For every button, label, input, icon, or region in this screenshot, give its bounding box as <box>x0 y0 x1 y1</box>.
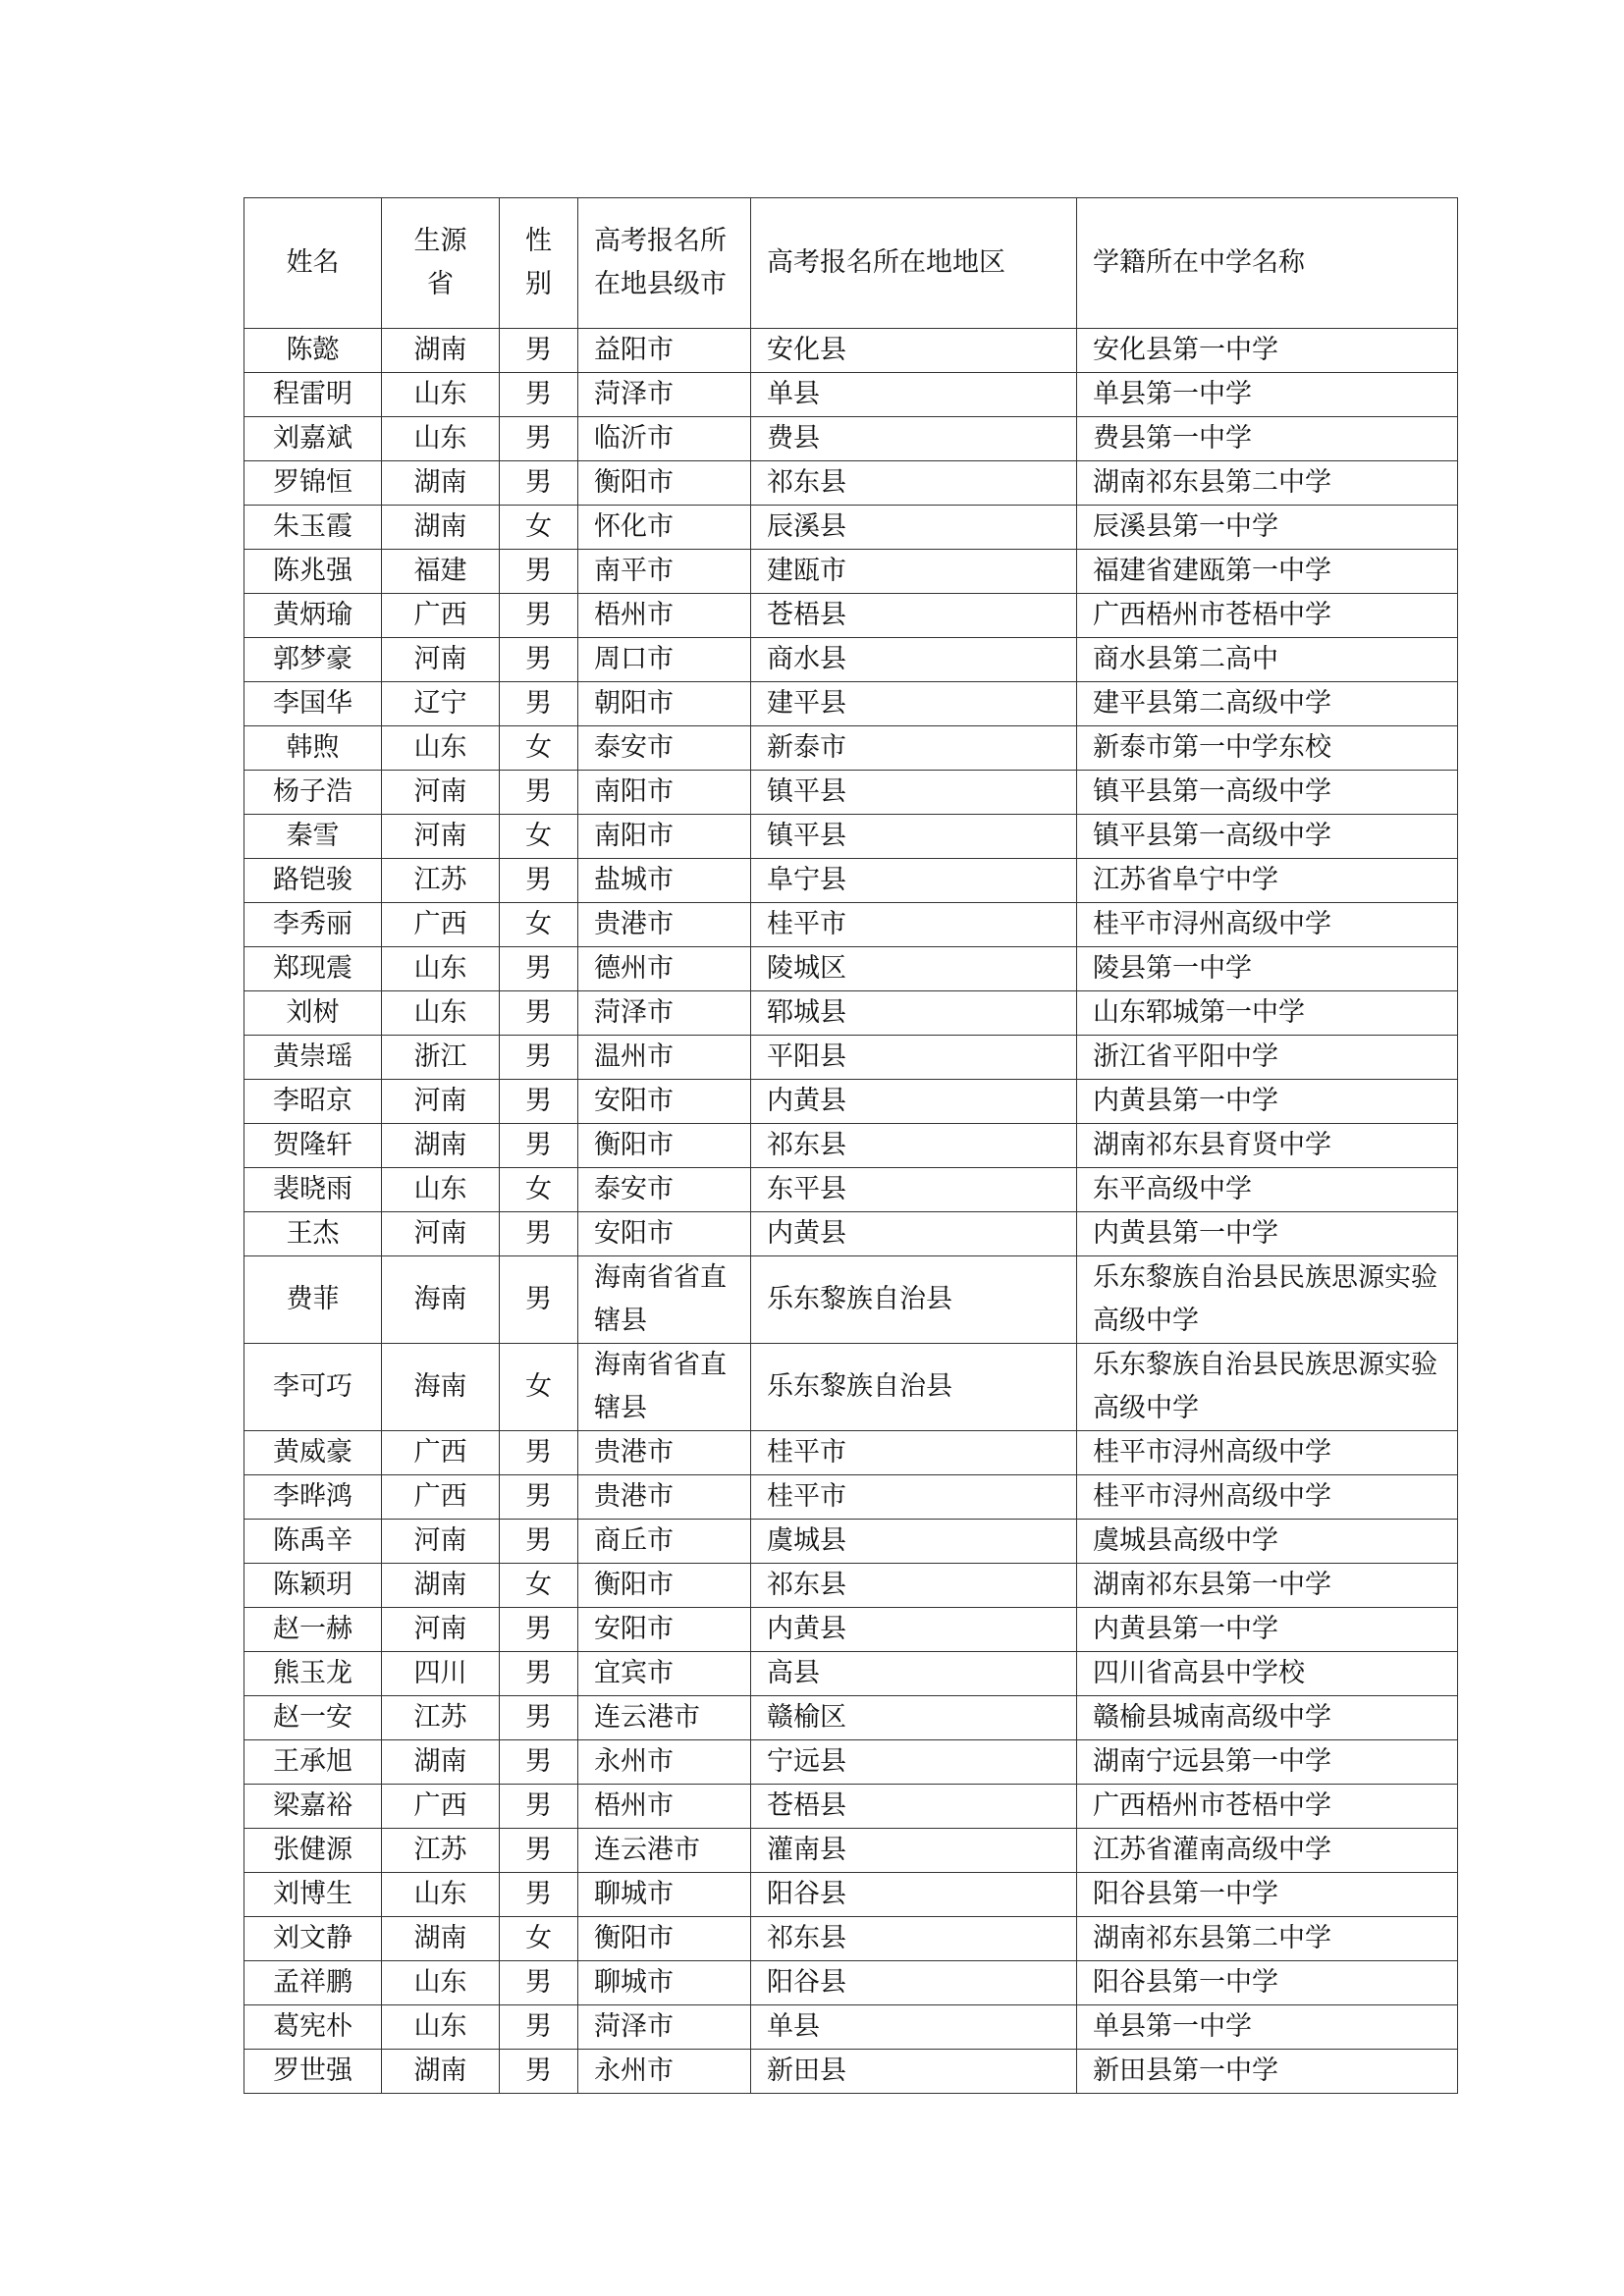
table-row <box>244 417 1458 461</box>
cell-gender: 男 <box>500 1475 578 1520</box>
cell-city: 宜宾市 <box>578 1652 751 1696</box>
cell-district: 虞城县 <box>751 1520 1077 1564</box>
cell-province: 河南 <box>382 815 500 859</box>
cell-school: 镇平县第一高级中学 <box>1077 815 1458 859</box>
cell-school: 广西梧州市苍梧中学 <box>1077 1785 1458 1829</box>
cell-city: 安阳市 <box>578 1212 751 1256</box>
cell-district: 桂平市 <box>751 1475 1077 1520</box>
cell-gender: 女 <box>500 903 578 947</box>
cell-gender: 男 <box>500 1080 578 1124</box>
cell-gender: 女 <box>500 726 578 771</box>
cell-city: 菏泽市 <box>578 991 751 1036</box>
cell-city: 泰安市 <box>578 726 751 771</box>
cell-school: 桂平市浔州高级中学 <box>1077 1431 1458 1475</box>
header-city: 高考报名所在地县级市 <box>578 198 751 329</box>
table-row <box>244 550 1458 594</box>
cell-gender: 男 <box>500 991 578 1036</box>
cell-city: 永州市 <box>578 2050 751 2094</box>
cell-district: 单县 <box>751 373 1077 417</box>
cell-district: 祁东县 <box>751 1124 1077 1168</box>
cell-name: 黄炳瑜 <box>244 594 382 638</box>
cell-province: 福建 <box>382 550 500 594</box>
cell-school: 阳谷县第一中学 <box>1077 1961 1458 2005</box>
cell-gender: 男 <box>500 1873 578 1917</box>
cell-school: 四川省高县中学校 <box>1077 1652 1458 1696</box>
cell-province: 江苏 <box>382 1829 500 1873</box>
cell-city: 贵港市 <box>578 1431 751 1475</box>
cell-name: 陈兆强 <box>244 550 382 594</box>
table-row <box>244 1475 1458 1520</box>
cell-name: 赵一安 <box>244 1696 382 1740</box>
cell-province: 湖南 <box>382 1564 500 1608</box>
cell-province: 湖南 <box>382 506 500 550</box>
cell-name: 李晔鸿 <box>244 1475 382 1520</box>
cell-school: 陵县第一中学 <box>1077 947 1458 991</box>
cell-name: 杨子浩 <box>244 771 382 815</box>
cell-province: 湖南 <box>382 1124 500 1168</box>
cell-district: 陵城区 <box>751 947 1077 991</box>
cell-city: 菏泽市 <box>578 2005 751 2050</box>
cell-gender: 男 <box>500 550 578 594</box>
cell-district: 辰溪县 <box>751 506 1077 550</box>
cell-city: 安阳市 <box>578 1080 751 1124</box>
cell-name: 刘树 <box>244 991 382 1036</box>
cell-gender: 男 <box>500 682 578 726</box>
cell-gender: 女 <box>500 1168 578 1212</box>
cell-district: 赣榆区 <box>751 1696 1077 1740</box>
cell-province: 山东 <box>382 1961 500 2005</box>
cell-name: 韩煦 <box>244 726 382 771</box>
cell-name: 葛宪朴 <box>244 2005 382 2050</box>
cell-gender: 男 <box>500 461 578 506</box>
cell-name: 郑现震 <box>244 947 382 991</box>
cell-city: 连云港市 <box>578 1696 751 1740</box>
cell-district: 苍梧县 <box>751 594 1077 638</box>
cell-district: 郓城县 <box>751 991 1077 1036</box>
cell-name: 秦雪 <box>244 815 382 859</box>
cell-city: 梧州市 <box>578 594 751 638</box>
header-gender: 性别 <box>500 198 578 329</box>
cell-gender: 男 <box>500 859 578 903</box>
cell-city: 连云港市 <box>578 1829 751 1873</box>
cell-city: 衡阳市 <box>578 1564 751 1608</box>
cell-school: 新泰市第一中学东校 <box>1077 726 1458 771</box>
cell-province: 河南 <box>382 1608 500 1652</box>
cell-province: 广西 <box>382 1475 500 1520</box>
cell-district: 阜宁县 <box>751 859 1077 903</box>
header-district: 高考报名所在地地区 <box>751 198 1077 329</box>
table-row <box>244 594 1458 638</box>
table-row <box>244 1740 1458 1785</box>
cell-district: 镇平县 <box>751 815 1077 859</box>
cell-gender: 女 <box>500 1344 578 1431</box>
cell-name: 程雷明 <box>244 373 382 417</box>
table-row <box>244 815 1458 859</box>
cell-school: 湖南祁东县第二中学 <box>1077 1917 1458 1961</box>
cell-city: 海南省省直辖县 <box>578 1256 751 1344</box>
table-row <box>244 2050 1458 2094</box>
cell-city: 南平市 <box>578 550 751 594</box>
table-row <box>244 1212 1458 1256</box>
cell-city: 临沂市 <box>578 417 751 461</box>
cell-district: 乐东黎族自治县 <box>751 1344 1077 1431</box>
cell-school: 浙江省平阳中学 <box>1077 1036 1458 1080</box>
cell-city: 泰安市 <box>578 1168 751 1212</box>
cell-gender: 男 <box>500 1608 578 1652</box>
cell-district: 建平县 <box>751 682 1077 726</box>
cell-school: 内黄县第一中学 <box>1077 1608 1458 1652</box>
cell-school: 湖南祁东县第二中学 <box>1077 461 1458 506</box>
cell-school: 桂平市浔州高级中学 <box>1077 1475 1458 1520</box>
cell-name: 刘博生 <box>244 1873 382 1917</box>
cell-district: 东平县 <box>751 1168 1077 1212</box>
cell-province: 湖南 <box>382 1917 500 1961</box>
cell-gender: 男 <box>500 1652 578 1696</box>
cell-name: 罗锦恒 <box>244 461 382 506</box>
cell-school: 内黄县第一中学 <box>1077 1080 1458 1124</box>
cell-school: 乐东黎族自治县民族思源实验高级中学 <box>1077 1344 1458 1431</box>
cell-gender: 男 <box>500 638 578 682</box>
table-row <box>244 506 1458 550</box>
cell-school: 江苏省灌南高级中学 <box>1077 1829 1458 1873</box>
cell-province: 山东 <box>382 373 500 417</box>
cell-school: 虞城县高级中学 <box>1077 1520 1458 1564</box>
cell-district: 桂平市 <box>751 903 1077 947</box>
cell-gender: 男 <box>500 2005 578 2050</box>
cell-school: 新田县第一中学 <box>1077 2050 1458 2094</box>
cell-city: 朝阳市 <box>578 682 751 726</box>
cell-gender: 男 <box>500 1785 578 1829</box>
cell-school: 湖南祁东县育贤中学 <box>1077 1124 1458 1168</box>
cell-district: 桂平市 <box>751 1431 1077 1475</box>
cell-city: 南阳市 <box>578 771 751 815</box>
cell-province: 广西 <box>382 1785 500 1829</box>
cell-district: 商水县 <box>751 638 1077 682</box>
cell-school: 内黄县第一中学 <box>1077 1212 1458 1256</box>
cell-district: 祁东县 <box>751 461 1077 506</box>
cell-city: 温州市 <box>578 1036 751 1080</box>
cell-city: 梧州市 <box>578 1785 751 1829</box>
cell-school: 湖南祁东县第一中学 <box>1077 1564 1458 1608</box>
cell-gender: 男 <box>500 1961 578 2005</box>
table-row <box>244 1124 1458 1168</box>
cell-city: 海南省省直辖县 <box>578 1344 751 1431</box>
cell-province: 河南 <box>382 1212 500 1256</box>
cell-province: 河南 <box>382 1520 500 1564</box>
cell-province: 山东 <box>382 417 500 461</box>
cell-province: 山东 <box>382 947 500 991</box>
table-row <box>244 1696 1458 1740</box>
cell-province: 湖南 <box>382 329 500 373</box>
cell-name: 梁嘉裕 <box>244 1785 382 1829</box>
cell-school: 乐东黎族自治县民族思源实验高级中学 <box>1077 1256 1458 1344</box>
table-row <box>244 771 1458 815</box>
table-row <box>244 638 1458 682</box>
cell-gender: 男 <box>500 417 578 461</box>
cell-district: 单县 <box>751 2005 1077 2050</box>
table-row <box>244 1080 1458 1124</box>
table-row <box>244 726 1458 771</box>
cell-province: 江苏 <box>382 1696 500 1740</box>
cell-city: 聊城市 <box>578 1873 751 1917</box>
cell-gender: 男 <box>500 2050 578 2094</box>
table-header-row <box>244 198 1458 329</box>
cell-name: 费菲 <box>244 1256 382 1344</box>
cell-school: 费县第一中学 <box>1077 417 1458 461</box>
table-row <box>244 1652 1458 1696</box>
student-roster-table <box>244 197 1458 2094</box>
table-row <box>244 1036 1458 1080</box>
cell-gender: 男 <box>500 1212 578 1256</box>
cell-district: 阳谷县 <box>751 1873 1077 1917</box>
table-row <box>244 1564 1458 1608</box>
cell-name: 孟祥鹏 <box>244 1961 382 2005</box>
table-row <box>244 1520 1458 1564</box>
cell-gender: 女 <box>500 506 578 550</box>
cell-city: 衡阳市 <box>578 1124 751 1168</box>
cell-school: 湖南宁远县第一中学 <box>1077 1740 1458 1785</box>
cell-province: 广西 <box>382 903 500 947</box>
cell-name: 王承旭 <box>244 1740 382 1785</box>
cell-district: 内黄县 <box>751 1608 1077 1652</box>
cell-district: 灌南县 <box>751 1829 1077 1873</box>
cell-district: 祁东县 <box>751 1917 1077 1961</box>
table-row <box>244 1344 1458 1431</box>
cell-city: 菏泽市 <box>578 373 751 417</box>
cell-name: 黄威豪 <box>244 1431 382 1475</box>
cell-province: 广西 <box>382 594 500 638</box>
header-province: 生源省 <box>382 198 500 329</box>
cell-name: 王杰 <box>244 1212 382 1256</box>
cell-city: 商丘市 <box>578 1520 751 1564</box>
table-row <box>244 373 1458 417</box>
cell-name: 罗世强 <box>244 2050 382 2094</box>
cell-school: 辰溪县第一中学 <box>1077 506 1458 550</box>
cell-district: 建瓯市 <box>751 550 1077 594</box>
cell-gender: 男 <box>500 594 578 638</box>
cell-district: 苍梧县 <box>751 1785 1077 1829</box>
cell-name: 熊玉龙 <box>244 1652 382 1696</box>
cell-gender: 男 <box>500 1829 578 1873</box>
cell-city: 永州市 <box>578 1740 751 1785</box>
cell-school: 镇平县第一高级中学 <box>1077 771 1458 815</box>
cell-province: 湖南 <box>382 1740 500 1785</box>
cell-gender: 女 <box>500 1917 578 1961</box>
cell-city: 聊城市 <box>578 1961 751 2005</box>
cell-province: 山东 <box>382 2005 500 2050</box>
cell-name: 李秀丽 <box>244 903 382 947</box>
cell-school: 东平高级中学 <box>1077 1168 1458 1212</box>
cell-province: 海南 <box>382 1344 500 1431</box>
header-name: 姓名 <box>244 198 382 329</box>
cell-name: 朱玉霞 <box>244 506 382 550</box>
cell-district: 平阳县 <box>751 1036 1077 1080</box>
cell-city: 盐城市 <box>578 859 751 903</box>
cell-name: 陈懿 <box>244 329 382 373</box>
cell-city: 南阳市 <box>578 815 751 859</box>
cell-gender: 男 <box>500 1696 578 1740</box>
cell-district: 宁远县 <box>751 1740 1077 1785</box>
cell-school: 建平县第二高级中学 <box>1077 682 1458 726</box>
cell-district: 费县 <box>751 417 1077 461</box>
table-row <box>244 461 1458 506</box>
cell-school: 阳谷县第一中学 <box>1077 1873 1458 1917</box>
cell-school: 安化县第一中学 <box>1077 329 1458 373</box>
cell-gender: 男 <box>500 1520 578 1564</box>
cell-gender: 女 <box>500 1564 578 1608</box>
table-row <box>244 1873 1458 1917</box>
cell-gender: 男 <box>500 329 578 373</box>
cell-province: 山东 <box>382 991 500 1036</box>
cell-district: 乐东黎族自治县 <box>751 1256 1077 1344</box>
table-row <box>244 682 1458 726</box>
cell-school: 商水县第二高中 <box>1077 638 1458 682</box>
cell-city: 衡阳市 <box>578 1917 751 1961</box>
cell-gender: 男 <box>500 1740 578 1785</box>
cell-gender: 男 <box>500 373 578 417</box>
cell-city: 德州市 <box>578 947 751 991</box>
cell-gender: 女 <box>500 815 578 859</box>
cell-province: 海南 <box>382 1256 500 1344</box>
cell-school: 江苏省阜宁中学 <box>1077 859 1458 903</box>
cell-city: 益阳市 <box>578 329 751 373</box>
cell-district: 祁东县 <box>751 1564 1077 1608</box>
cell-province: 辽宁 <box>382 682 500 726</box>
cell-name: 裴晓雨 <box>244 1168 382 1212</box>
cell-name: 李国华 <box>244 682 382 726</box>
cell-province: 河南 <box>382 1080 500 1124</box>
table-row <box>244 947 1458 991</box>
table-row <box>244 991 1458 1036</box>
cell-gender: 男 <box>500 1256 578 1344</box>
cell-province: 河南 <box>382 638 500 682</box>
cell-school: 山东郓城第一中学 <box>1077 991 1458 1036</box>
table-row <box>244 1961 1458 2005</box>
table-row <box>244 1168 1458 1212</box>
cell-province: 江苏 <box>382 859 500 903</box>
cell-name: 陈禹辛 <box>244 1520 382 1564</box>
cell-name: 黄崇瑶 <box>244 1036 382 1080</box>
cell-province: 河南 <box>382 771 500 815</box>
table-row <box>244 2005 1458 2050</box>
cell-city: 贵港市 <box>578 1475 751 1520</box>
table-row <box>244 1785 1458 1829</box>
cell-name: 郭梦豪 <box>244 638 382 682</box>
cell-name: 赵一赫 <box>244 1608 382 1652</box>
cell-province: 广西 <box>382 1431 500 1475</box>
table-row <box>244 1256 1458 1344</box>
table-row <box>244 329 1458 373</box>
cell-name: 贺隆轩 <box>244 1124 382 1168</box>
cell-district: 安化县 <box>751 329 1077 373</box>
cell-province: 湖南 <box>382 461 500 506</box>
cell-province: 浙江 <box>382 1036 500 1080</box>
cell-gender: 男 <box>500 1036 578 1080</box>
cell-province: 湖南 <box>382 2050 500 2094</box>
cell-province: 四川 <box>382 1652 500 1696</box>
cell-name: 路铠骏 <box>244 859 382 903</box>
cell-school: 桂平市浔州高级中学 <box>1077 903 1458 947</box>
cell-district: 新田县 <box>751 2050 1077 2094</box>
cell-district: 高县 <box>751 1652 1077 1696</box>
cell-city: 怀化市 <box>578 506 751 550</box>
cell-name: 刘文静 <box>244 1917 382 1961</box>
cell-name: 刘嘉斌 <box>244 417 382 461</box>
cell-city: 周口市 <box>578 638 751 682</box>
cell-city: 衡阳市 <box>578 461 751 506</box>
table-row <box>244 1917 1458 1961</box>
cell-name: 张健源 <box>244 1829 382 1873</box>
cell-district: 阳谷县 <box>751 1961 1077 2005</box>
table-row <box>244 1829 1458 1873</box>
cell-district: 内黄县 <box>751 1212 1077 1256</box>
cell-gender: 男 <box>500 771 578 815</box>
cell-province: 山东 <box>382 1168 500 1212</box>
table-row <box>244 1431 1458 1475</box>
cell-district: 内黄县 <box>751 1080 1077 1124</box>
cell-name: 李可巧 <box>244 1344 382 1431</box>
cell-gender: 男 <box>500 1431 578 1475</box>
cell-name: 陈颖玥 <box>244 1564 382 1608</box>
table-body <box>244 329 1458 2094</box>
cell-city: 安阳市 <box>578 1608 751 1652</box>
cell-school: 赣榆县城南高级中学 <box>1077 1696 1458 1740</box>
cell-school: 单县第一中学 <box>1077 2005 1458 2050</box>
table-row <box>244 859 1458 903</box>
cell-district: 镇平县 <box>751 771 1077 815</box>
table-row <box>244 1608 1458 1652</box>
cell-gender: 男 <box>500 947 578 991</box>
cell-school: 福建省建瓯第一中学 <box>1077 550 1458 594</box>
cell-province: 山东 <box>382 1873 500 1917</box>
table-row <box>244 903 1458 947</box>
cell-name: 李昭京 <box>244 1080 382 1124</box>
cell-gender: 男 <box>500 1124 578 1168</box>
cell-district: 新泰市 <box>751 726 1077 771</box>
header-school: 学籍所在中学名称 <box>1077 198 1458 329</box>
cell-province: 山东 <box>382 726 500 771</box>
cell-city: 贵港市 <box>578 903 751 947</box>
cell-school: 单县第一中学 <box>1077 373 1458 417</box>
cell-school: 广西梧州市苍梧中学 <box>1077 594 1458 638</box>
